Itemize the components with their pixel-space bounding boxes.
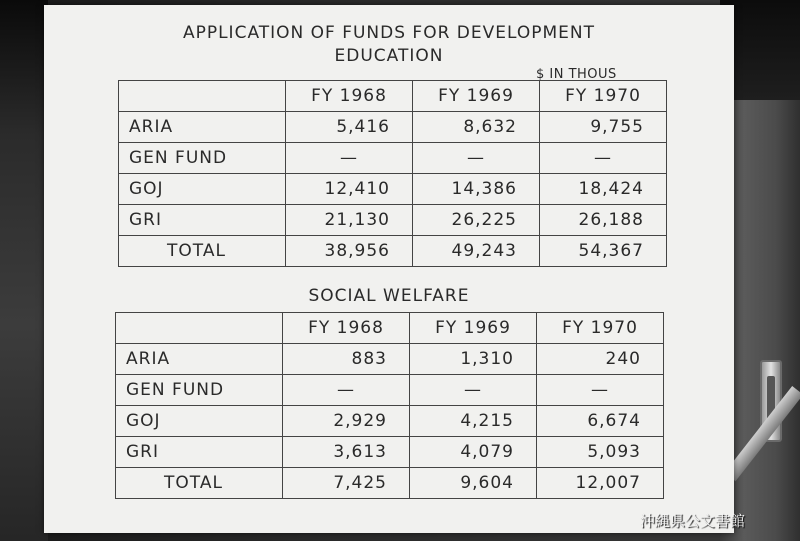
table-row (116, 375, 664, 406)
table-cell: — (537, 375, 664, 406)
table-total-row (119, 236, 667, 267)
row-label: GRI (119, 205, 286, 236)
table-cell: 4,215 (410, 406, 537, 437)
table-cell: 8,632 (413, 112, 540, 143)
table-cell: 1,310 (410, 344, 537, 375)
row-label: TOTAL (119, 236, 286, 267)
table-cell: 9,604 (410, 468, 537, 499)
row-label: GOJ (116, 406, 283, 437)
table-total-row (116, 468, 664, 499)
table-row (116, 406, 664, 437)
table-cell: 38,956 (286, 236, 413, 267)
table-cell: 883 (283, 344, 410, 375)
row-label: ARIA (119, 112, 286, 143)
table-row (116, 437, 664, 468)
table-cell: — (286, 143, 413, 174)
table-cell: 26,225 (413, 205, 540, 236)
education-table (118, 80, 667, 267)
table-cell: 12,410 (286, 174, 413, 205)
table-cell: 6,674 (537, 406, 664, 437)
table-cell: 12,007 (537, 468, 664, 499)
table-cell: 2,929 (283, 406, 410, 437)
presentation-board (44, 5, 734, 533)
main-title: APPLICATION OF FUNDS FOR DEVELOPMENT (182, 23, 596, 43)
table-header-row (116, 313, 664, 344)
table-corner-cell (116, 313, 283, 344)
table-row (119, 112, 667, 143)
table-row (119, 143, 667, 174)
table-cell: — (413, 143, 540, 174)
table-cell: 14,386 (413, 174, 540, 205)
social-welfare-table (115, 312, 664, 499)
column-header: FY 1969 (413, 81, 540, 112)
row-label: GEN FUND (116, 375, 283, 406)
column-header: FY 1969 (410, 313, 537, 344)
table-cell: 49,243 (413, 236, 540, 267)
table-cell: 5,416 (286, 112, 413, 143)
table-cell: — (410, 375, 537, 406)
column-header: FY 1970 (537, 313, 664, 344)
table-cell: 54,367 (540, 236, 667, 267)
row-label: TOTAL (116, 468, 283, 499)
table-cell: 26,188 (540, 205, 667, 236)
row-label: GRI (116, 437, 283, 468)
table-cell: 7,425 (283, 468, 410, 499)
table-cell: — (283, 375, 410, 406)
table-row (119, 205, 667, 236)
row-label: GOJ (119, 174, 286, 205)
table-corner-cell (119, 81, 286, 112)
table-header-row (119, 81, 667, 112)
column-header: FY 1968 (283, 313, 410, 344)
table-cell: 3,613 (283, 437, 410, 468)
background-wall-left (0, 0, 48, 541)
table-cell: 18,424 (540, 174, 667, 205)
row-label: GEN FUND (119, 143, 286, 174)
table-cell: — (540, 143, 667, 174)
archive-watermark: 沖縄県公文書館 (640, 512, 746, 530)
row-label: ARIA (116, 344, 283, 375)
social-welfare-title: SOCIAL WELFARE (308, 286, 470, 306)
table-row (119, 174, 667, 205)
column-header: FY 1968 (286, 81, 413, 112)
table-cell: 5,093 (537, 437, 664, 468)
table-cell: 4,079 (410, 437, 537, 468)
table-cell: 9,755 (540, 112, 667, 143)
table-row (116, 344, 664, 375)
column-header: FY 1970 (540, 81, 667, 112)
education-title: EDUCATION (334, 46, 444, 66)
units-label: $ IN THOUS (536, 67, 617, 82)
table-cell: 240 (537, 344, 664, 375)
table-cell: 21,130 (286, 205, 413, 236)
